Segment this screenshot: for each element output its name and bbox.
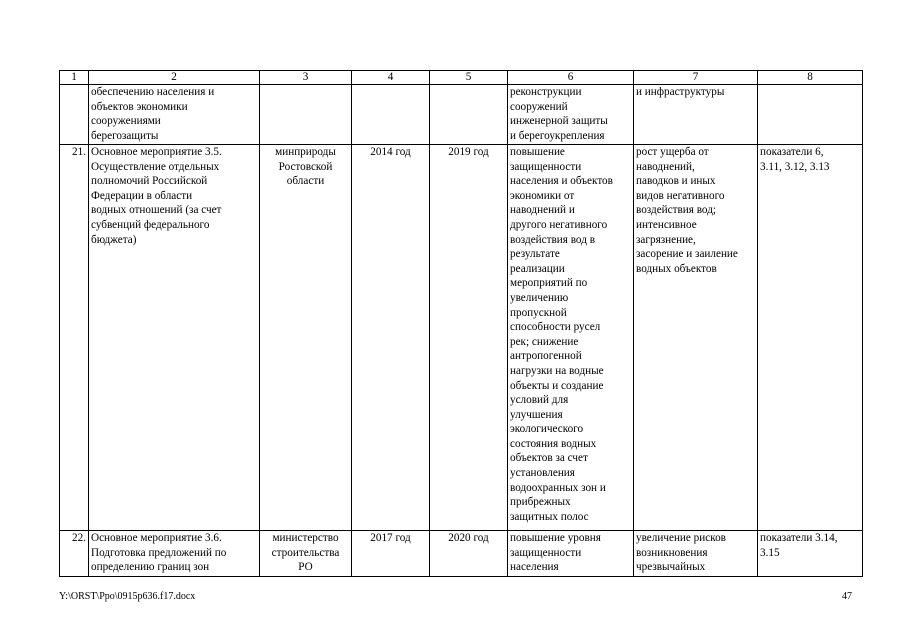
column-number: 2: [89, 71, 260, 85]
column-number: 4: [352, 71, 430, 85]
column-number: 5: [430, 71, 508, 85]
column-number-row: [60, 71, 863, 85]
row-number: 21.: [60, 145, 89, 531]
table-row: [60, 145, 863, 531]
non-implementation-consequence: рост ущерба от наводнений, паводков и иных видов негативного воздействия вод; интенсивное загрязнение, засорение и заиление водных объектов: [634, 145, 758, 531]
file-path: Y:\ORST\Ppo\0915p636.f17.docx: [59, 591, 196, 602]
executor: минприроды Ростовской области: [260, 145, 352, 531]
column-number: 1: [60, 71, 89, 85]
column-number: 6: [508, 71, 634, 85]
indicators: [758, 85, 863, 145]
non-implementation-consequence: и инфраструктуры: [634, 85, 758, 145]
measure-name: Основное мероприятие 3.5. Осуществление отдельных полномочий Российской Федерации в области водных отношений (за счет субвенций федерального бюджета): [89, 145, 260, 531]
column-number: 7: [634, 71, 758, 85]
non-implementation-consequence: увеличение рисков возникновения чрезвычайных: [634, 531, 758, 577]
indicators: показатели 6, 3.11, 3.12, 3.13: [758, 145, 863, 531]
expected-result: реконструкции сооружений инженерной защиты и берегоукрепления: [508, 85, 634, 145]
table-row: [60, 85, 863, 145]
table-row: [60, 531, 863, 577]
start-year: 2014 год: [352, 145, 430, 531]
end-year: 2019 год: [430, 145, 508, 531]
expected-result: повышение защищенности населения и объектов экономики от наводнений и другого негативного воздействия вод в результате реализации мероприятий по увеличению пропускной способности русел рек; снижение антропогенной нагрузки на водные объекты и создание условий для улучшения экологического состояния водных объектов за счет установления водоохранных зон и прибрежных защитных полос: [508, 145, 634, 531]
end-year: 2020 год: [430, 531, 508, 577]
measure-name: обеспечению населения и объектов экономики сооружениями берегозащиты: [89, 85, 260, 145]
measures-table: [59, 70, 863, 577]
row-number: [60, 85, 89, 145]
indicators: показатели 3.14, 3.15: [758, 531, 863, 577]
executor: министерство строительства РО: [260, 531, 352, 577]
row-number: 22.: [60, 531, 89, 577]
start-year: 2017 год: [352, 531, 430, 577]
start-year: [352, 85, 430, 145]
end-year: [430, 85, 508, 145]
measure-name: Основное мероприятие 3.6. Подготовка предложений по определению границ зон: [89, 531, 260, 577]
expected-result: повышение уровня защищенности населения: [508, 531, 634, 577]
page-number: 47: [842, 591, 852, 602]
column-number: 3: [260, 71, 352, 85]
executor: [260, 85, 352, 145]
column-number: 8: [758, 71, 863, 85]
